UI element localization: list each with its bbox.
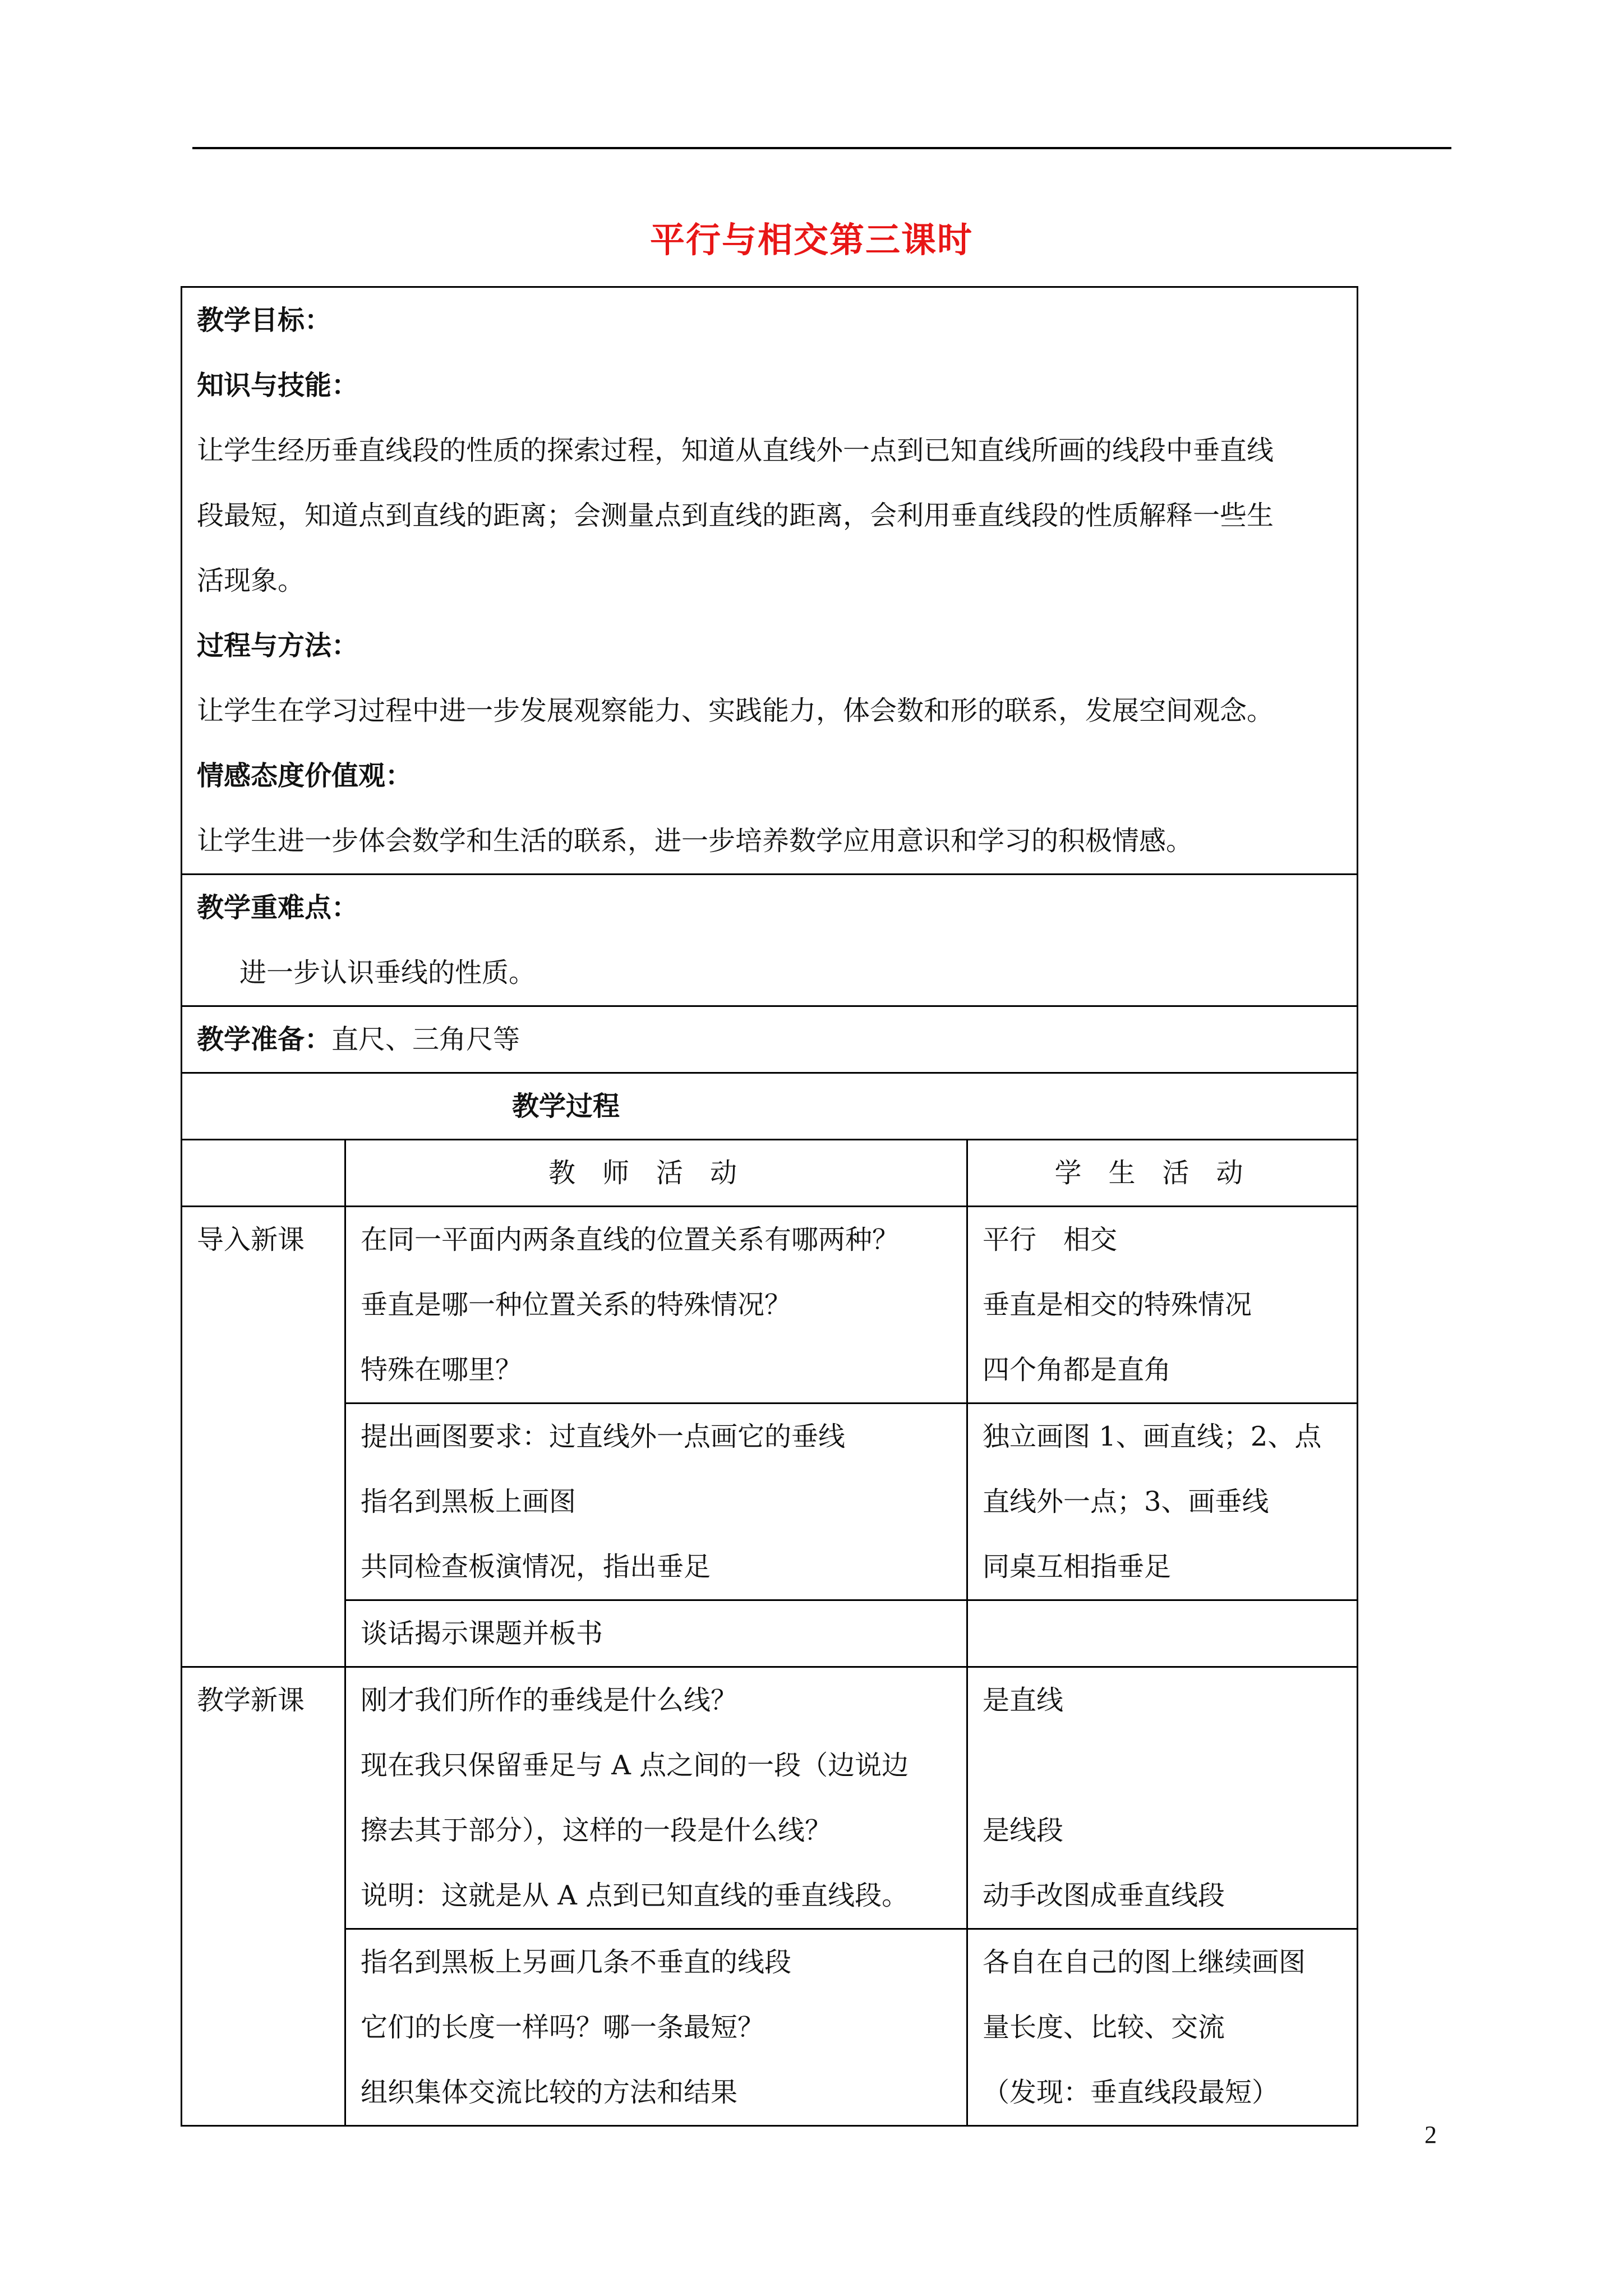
student-line: 同桌互相指垂足 [983, 1551, 1172, 1582]
page-title: 平行与相交第三课时 [649, 219, 973, 260]
objectives-heading: 教学目标： [197, 305, 332, 336]
teacher-activity-header: 教师活动 [345, 1140, 967, 1207]
table-row [182, 1929, 1358, 2126]
student-line: （发现：垂直线段最短） [983, 2077, 1279, 2108]
table-row [182, 1207, 1358, 1404]
stage-cell: 教学新课 [182, 1667, 345, 2126]
teacher-line: 现在我只保留垂足与 A 点之间的一段（边说边 [361, 1750, 909, 1781]
header-rule [192, 147, 1451, 149]
teacher-line: 共同检查板演情况，指出垂足 [361, 1551, 711, 1582]
teacher-activity-cell [345, 1667, 967, 1929]
student-line [983, 1733, 1342, 1798]
student-line: 垂直是相交的特殊情况 [983, 1289, 1252, 1320]
process-heading-cell [182, 1073, 1358, 1140]
process-heading-row [182, 1073, 1358, 1140]
teacher-activity-cell [345, 1929, 967, 2126]
student-line: 是直线 [983, 1685, 1064, 1716]
process-method-text: 让学生在学习过程中进一步发展观察能力、实践能力，体会数和形的联系，发展空间观念。 [197, 695, 1274, 726]
teacher-line: 它们的长度一样吗？哪一条最短？ [361, 2012, 765, 2043]
student-line: 动手改图成垂直线段 [983, 1880, 1225, 1911]
key-points-heading: 教学重难点： [197, 892, 359, 923]
student-line: 量长度、比较、交流 [983, 2012, 1225, 2043]
table-row [182, 1600, 1358, 1667]
knowledge-line: 段最短，知道点到直线的距离；会测量点到直线的距离，会利用垂直线段的性质解释一些生 [197, 500, 1274, 531]
knowledge-line: 让学生经历垂直线段的性质的探索过程，知道从直线外一点到已知直线所画的线段中垂直线 [197, 435, 1274, 466]
student-line: 直线外一点；3、画垂线 [983, 1486, 1269, 1517]
stage-header-cell [182, 1140, 345, 1207]
student-activity-cell [967, 1207, 1358, 1404]
preparation-label: 教学准备： [197, 1024, 332, 1055]
student-activity-header: 学生活动 [967, 1140, 1358, 1207]
teacher-line: 谈话揭示课题并板书 [361, 1618, 603, 1649]
table-row [182, 1404, 1358, 1600]
teacher-line: 刚才我们所作的垂线是什么线？ [361, 1685, 738, 1716]
student-line: 是线段 [983, 1815, 1064, 1846]
teacher-activity-cell [345, 1207, 967, 1404]
teacher-activity-cell [345, 1404, 967, 1600]
preparation-row [182, 1006, 1358, 1073]
teacher-line: 提出画图要求：过直线外一点画它的垂线 [361, 1421, 846, 1452]
lesson-plan-table [181, 286, 1358, 2127]
key-points-text: 进一步认识垂线的性质。 [239, 957, 536, 988]
objectives-row [182, 287, 1358, 875]
teacher-line: 指名到黑板上画图 [361, 1486, 577, 1517]
emotion-text: 让学生进一步体会数学和生活的联系，进一步培养数学应用意识和学习的积极情感。 [197, 825, 1193, 857]
process-method-heading: 过程与方法： [197, 630, 359, 661]
preparation-cell [182, 1006, 1358, 1073]
emotion-heading: 情感态度价值观： [197, 760, 413, 792]
knowledge-heading: 知识与技能： [197, 370, 359, 401]
teacher-line: 垂直是哪一种位置关系的特殊情况？ [361, 1289, 792, 1320]
student-activity-cell [967, 1929, 1358, 2126]
teacher-line: 组织集体交流比较的方法和结果 [361, 2077, 738, 2108]
key-points-cell [182, 875, 1358, 1006]
student-activity-cell [967, 1667, 1358, 1929]
student-line: 四个角都是直角 [983, 1354, 1172, 1386]
teacher-line: 在同一平面内两条直线的位置关系有哪两种？ [361, 1224, 900, 1255]
teacher-line: 擦去其于部分），这样的一段是什么线？ [361, 1815, 832, 1846]
key-points-row [182, 875, 1358, 1006]
objectives-cell [182, 287, 1358, 875]
student-activity-cell [967, 1404, 1358, 1600]
student-line: 平行 相交 [983, 1224, 1118, 1255]
process-heading: 教学过程 [512, 1091, 620, 1122]
teacher-line: 说明：这就是从 A 点到已知直线的垂直线段。 [361, 1880, 909, 1911]
teacher-line: 指名到黑板上另画几条不垂直的线段 [361, 1947, 792, 1978]
teacher-activity-cell [345, 1600, 967, 1667]
preparation-text: 直尺、三角尺等 [331, 1024, 520, 1055]
student-line: 各自在自己的图上继续画图 [983, 1947, 1306, 1978]
student-activity-cell [967, 1600, 1358, 1667]
student-line: 独立画图 1、画直线；2、点 [983, 1421, 1322, 1452]
teacher-line: 特殊在哪里？ [361, 1354, 523, 1386]
knowledge-line: 活现象。 [197, 565, 305, 596]
table-row [182, 1667, 1358, 1929]
stage-cell: 导入新课 [182, 1207, 345, 1667]
column-header-row [182, 1140, 1358, 1207]
page-number: 2 [1424, 2121, 1437, 2148]
